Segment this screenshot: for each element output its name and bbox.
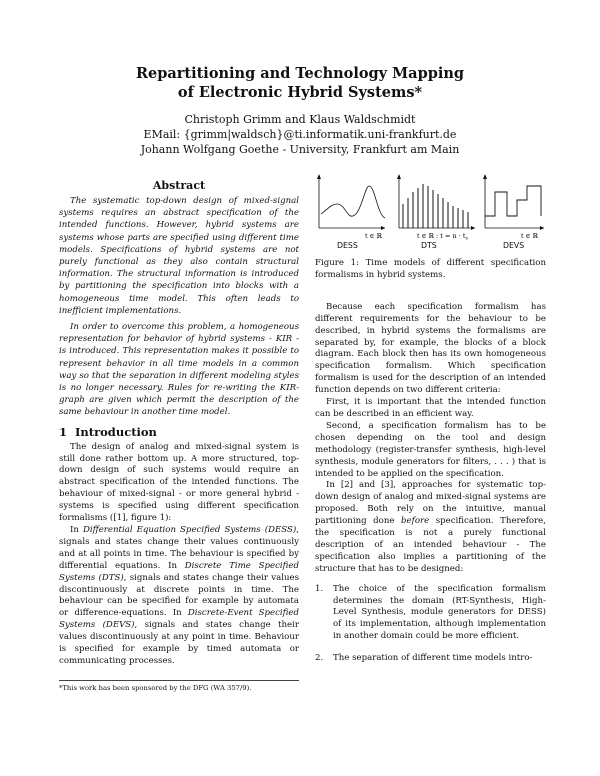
intro-p2-part-c: , signals and states change their values discontinuously at any point in time. Behaviour is specified for example by timed automata or communicating processes. bbox=[59, 620, 299, 666]
figure-1-caption: Figure 1: Time models of different specification formalisms in hybrid systems. bbox=[315, 258, 546, 280]
intro-p2-dts: Discrete Time Specified Systems (DTS) bbox=[59, 560, 299, 583]
right-p4-part-b: specification. Therefore, the specification is not a purely functional description of an intended behaviour - The specification also implies a partitioning of the structure that has to be designed: bbox=[315, 516, 546, 574]
abstract bbox=[59, 179, 299, 419]
right-paragraph-2: First, it is important that the intended function can be described in an efficient way. bbox=[315, 397, 546, 419]
right-paragraph-4 bbox=[315, 480, 546, 575]
intro-p2-dess: Differential Equation Specified Systems (DESS) bbox=[82, 525, 297, 535]
dts-axis-label-sub: s bbox=[465, 236, 468, 240]
devs-y-arrow bbox=[483, 174, 487, 179]
dts-plot bbox=[397, 174, 475, 230]
dess-x-arrow bbox=[381, 226, 385, 230]
partition-consequence-list bbox=[315, 584, 546, 665]
figure-label-dts: DTS bbox=[421, 241, 437, 250]
dts-x-arrow bbox=[471, 226, 475, 230]
author-names: Christoph Grimm and Klaus Waldschmidt bbox=[184, 113, 416, 126]
right-paragraph-1: Because each specification formalism has different requirements for the behaviour to be described, in hybrid systems the formalisms are separated by, for example, the blocks of a block diagram. Each block then has its own homogeneous specification formalism. Which specification formalism is used for the description of an intended function depends on two different criteria: bbox=[315, 301, 546, 396]
introduction-body bbox=[59, 442, 299, 668]
left-column bbox=[59, 179, 299, 668]
list-item-text: The choice of the specification formalism determines the domain (RT-Synthesis, High-Level Synthesis, module generators for DESS) of its implementation, although implementation in another domain could be more efficient. bbox=[333, 583, 546, 642]
dts-samples bbox=[403, 184, 468, 228]
right-column-body bbox=[315, 302, 546, 665]
right-p4-emphasis: before bbox=[401, 516, 430, 527]
dts-axis-label-main: t ∈ ℝ : t = n · t bbox=[417, 232, 466, 240]
paper-title bbox=[60, 64, 540, 102]
dess-plot bbox=[317, 174, 385, 230]
dess-y-arrow bbox=[317, 174, 321, 179]
time-model-diagrams bbox=[315, 170, 546, 240]
list-item bbox=[315, 584, 546, 644]
title-line-2: of Electronic Hybrid Systems* bbox=[177, 84, 423, 101]
title-line-1: Repartitioning and Technology Mapping bbox=[135, 65, 465, 82]
intro-paragraph-2 bbox=[59, 525, 299, 668]
devs-plot bbox=[483, 174, 544, 230]
devs-axis-label: t ∈ ℝ bbox=[521, 232, 538, 240]
figure-label-devs: DEVS bbox=[503, 241, 525, 250]
footnote: *This work has been sponsored by the DFG (WA 357/9). bbox=[59, 680, 299, 693]
list-item-number: 2. bbox=[315, 653, 324, 664]
list-item-text: The separation of different time models intro- bbox=[333, 653, 533, 664]
dts-y-arrow bbox=[397, 174, 401, 179]
author-affiliation: Johann Wolfgang Goethe - University, Frankfurt am Main bbox=[140, 143, 460, 156]
list-item bbox=[315, 653, 546, 665]
abstract-paragraph-1: The systematic top-down design of mixed-signal systems requires an abstract specification of the intended functions. However, hybrid systems are systems whose parts are specified using different time models. Specifications of hybrid systems are not purely functional as they also contain structural information. The structural information is introduced by partitioning the specification into blocks with a homogeneous time model. This often leads to inefficient implementations. bbox=[59, 196, 299, 316]
right-paragraph-3: Second, a specification formalism has to be chosen depending on the tool and design methodology (register-transfer synthesis, high-level synthesis, module generators for filters, . . . ) that is intended to be applied on the specification. bbox=[315, 420, 546, 479]
section-number: 1 bbox=[59, 424, 68, 439]
intro-p2-devs: Discrete-Event Specified Systems (DEVS) bbox=[59, 608, 299, 631]
right-column bbox=[315, 170, 546, 675]
intro-p2-part-a: , signals and states change their values continuously and at all points in time. The behaviour is specified by differential equations. In bbox=[59, 525, 299, 571]
figure-label-dess: DESS bbox=[337, 241, 358, 250]
intro-p2-prefix: In bbox=[70, 525, 83, 535]
figure-1 bbox=[315, 170, 546, 254]
abstract-paragraph-2: In order to overcome this problem, a homogeneous representation for behavior of hybrid systems - KIR - is introduced. This representation makes it possible to represent behavior in all time models in a common way so that the separation in different modeling styles is no longer necessary. Rules for re-writing the KIR-graph are given which permit the description of the same behaviour in another time model. bbox=[59, 322, 299, 418]
intro-paragraph-1: The design of analog and mixed-signal system is still done rather bottom up. A more structured, top-down design of such systems would require an abstract specification of the intended functions. The behaviour of mixed-signal - or more general hybrid - systems is specified using different specification formalisms ([1], figure 1): bbox=[59, 441, 299, 524]
list-item-number: 1. bbox=[315, 583, 324, 594]
section-title: Introduction bbox=[75, 424, 157, 439]
section-heading-introduction bbox=[59, 425, 299, 439]
abstract-heading: Abstract bbox=[152, 179, 206, 192]
right-p4-part-a: In [2] and [3], approaches for systematic top-down design of analog and mixed-signal systems are proposed. Both rely on the intuitive, manual partitioning done bbox=[315, 480, 546, 527]
dts-axis-label bbox=[417, 232, 468, 240]
author-email: EMail: {grimm|waldsch}@ti.informatik.uni-frankfurt.de bbox=[143, 128, 457, 141]
devs-x-arrow bbox=[540, 226, 544, 230]
intro-p2-part-b: , signals and states change their values discontinuously at discrete points in time. The behaviour can be specified for example by automata or difference-equations. In bbox=[59, 572, 299, 619]
dess-axis-label: t ∈ ℝ bbox=[365, 232, 382, 240]
dess-curve bbox=[321, 186, 385, 218]
devs-step-signal bbox=[485, 186, 541, 216]
author-block bbox=[60, 112, 540, 157]
